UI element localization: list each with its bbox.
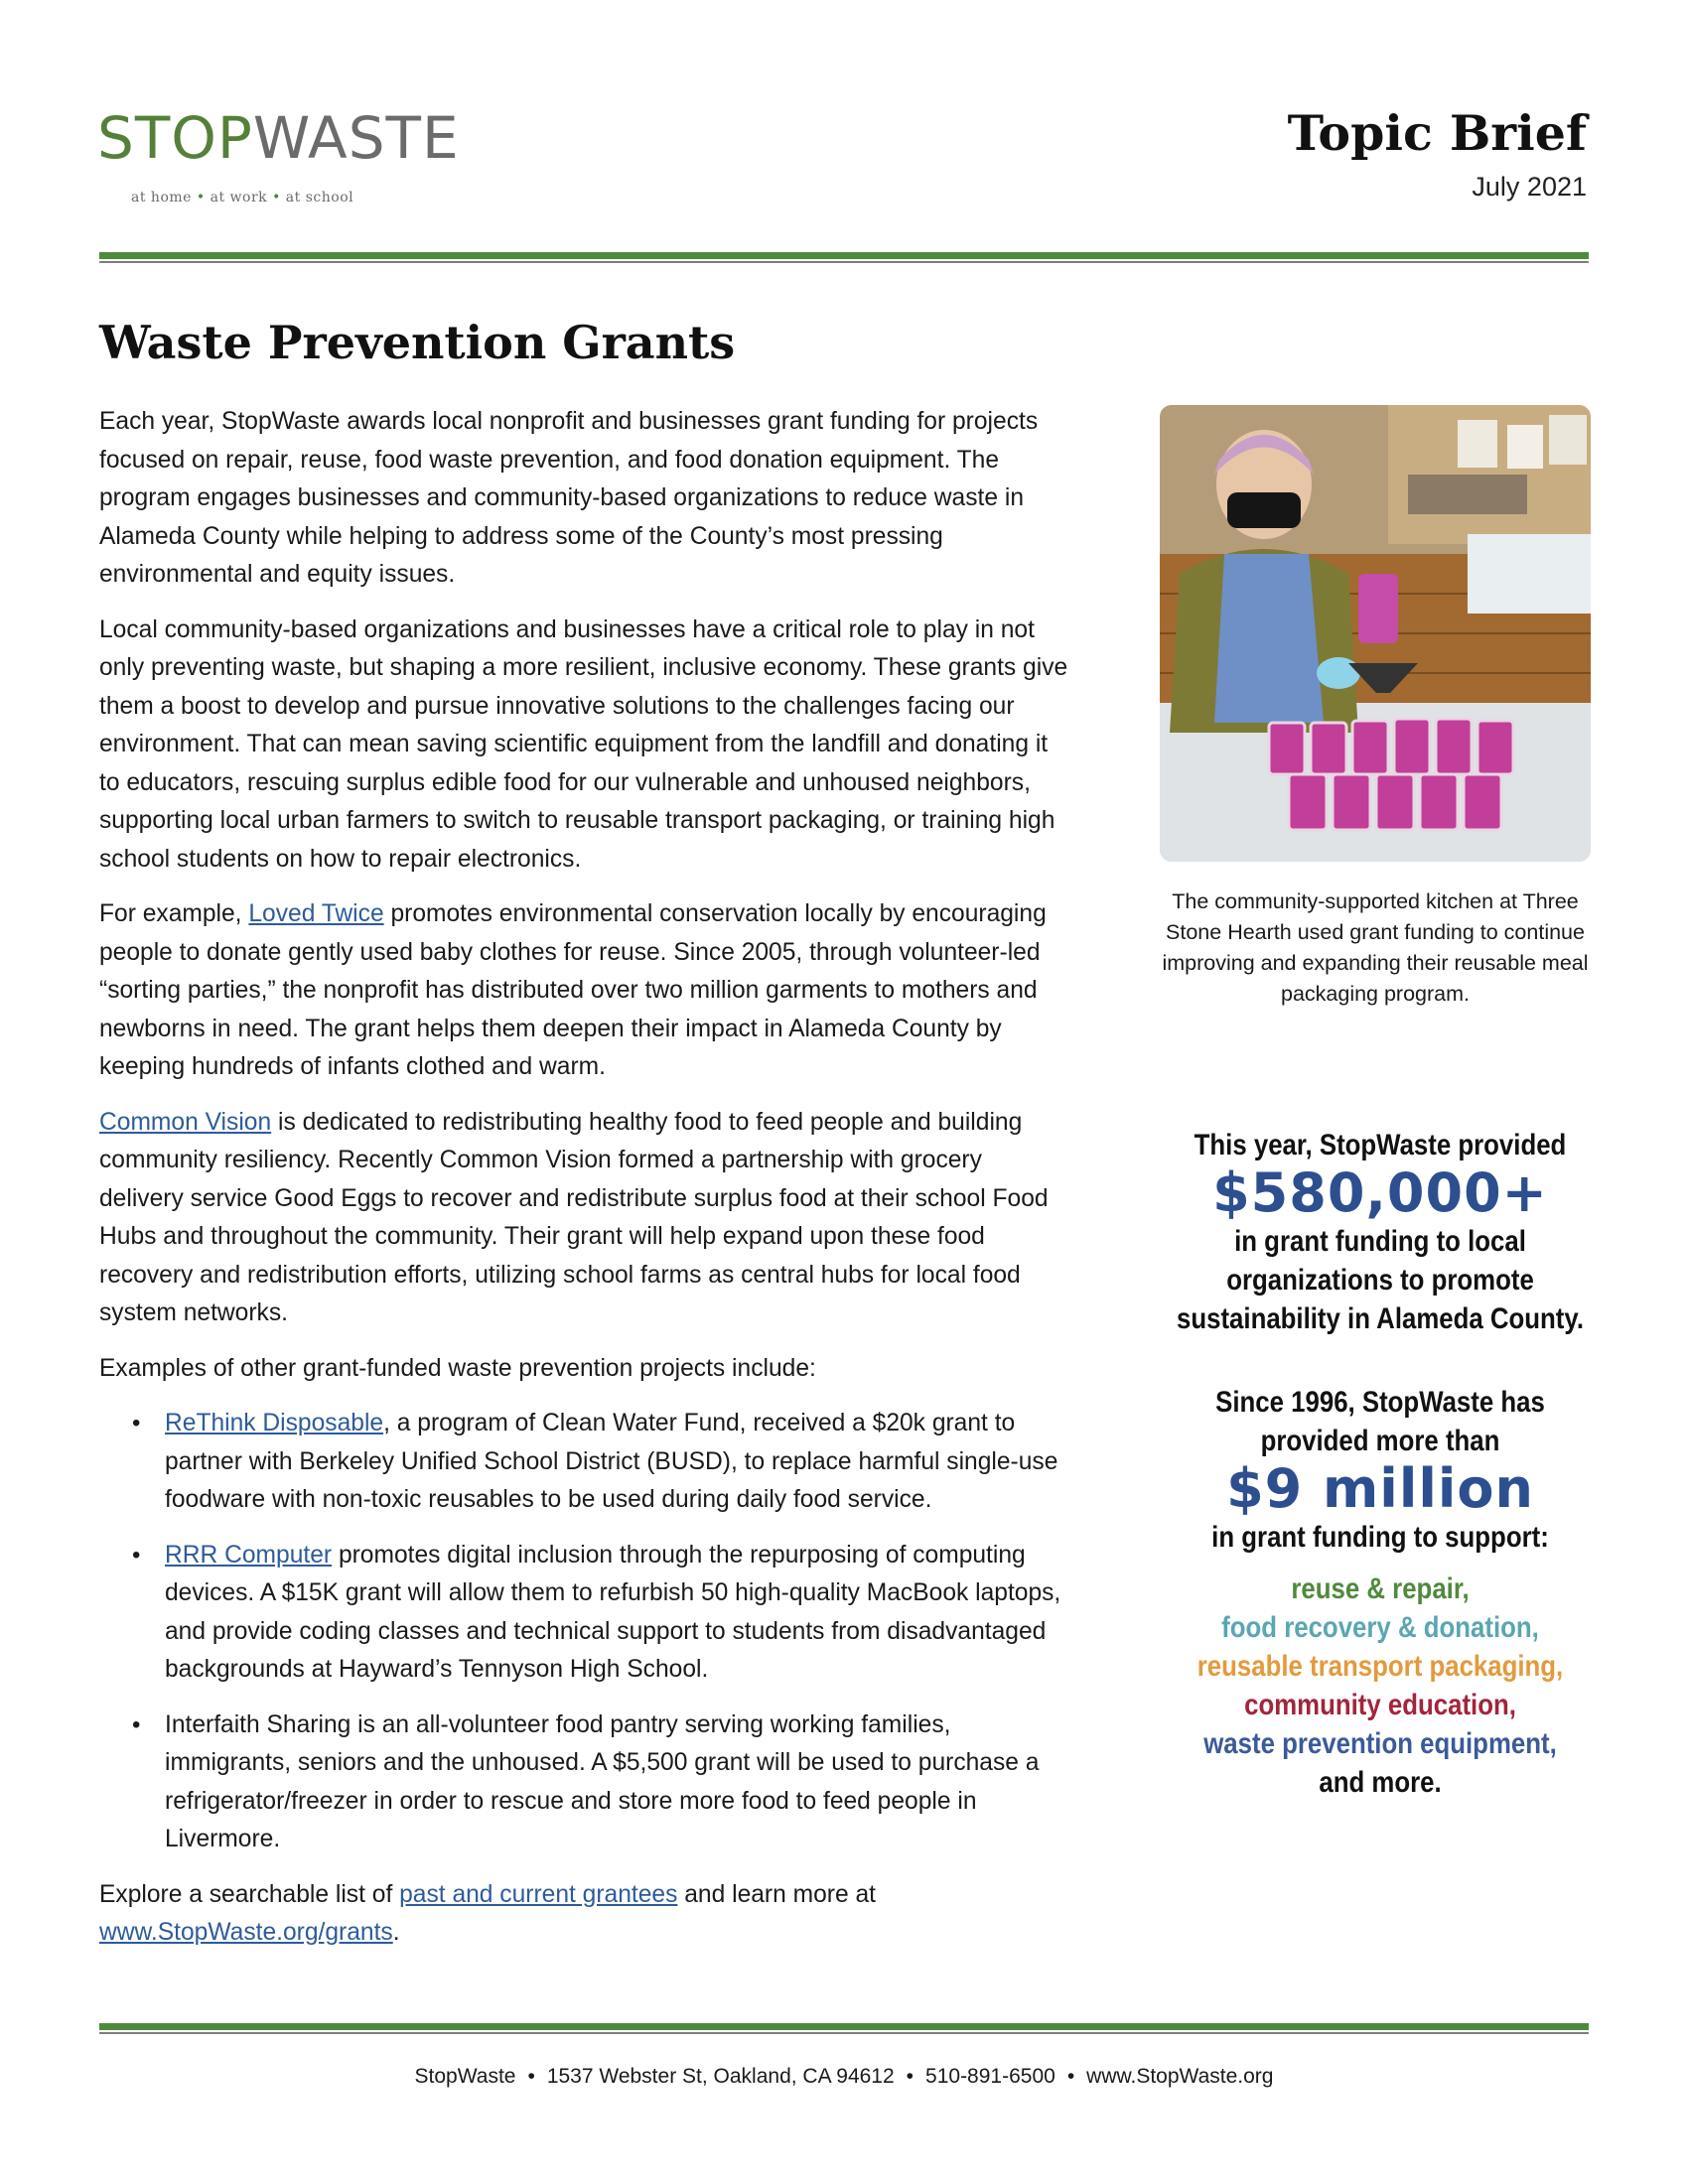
paragraph-intro: Each year, StopWaste awards local nonprofit and businesses grant funding for projects focused on repair, reuse, food waste prevention, and food donation equipment. The program engages businesses and community-based organizations to reduce waste in Alameda County while helping to address some of the County’s most pressing environmental and equity issues. bbox=[99, 408, 1039, 588]
logo-wordmark: STOPWASTE bbox=[97, 104, 460, 172]
stopwaste-logo bbox=[97, 99, 460, 208]
article-body bbox=[99, 403, 1072, 1970]
stats-line: in grant funding to local bbox=[1234, 1225, 1526, 1258]
stats-line: Since 1996, StopWaste has bbox=[1215, 1386, 1545, 1419]
page-title: Waste Prevention Grants bbox=[99, 316, 736, 369]
category-transport-packaging: reusable transport packaging, bbox=[1196, 1650, 1564, 1683]
footer-org: StopWaste bbox=[414, 2065, 516, 2088]
footer-address: 1537 Webster St, Oakland, CA 94612 bbox=[546, 2065, 895, 2088]
header-divider bbox=[99, 252, 1589, 263]
stats-amount-580k: $580,000+ bbox=[1212, 1161, 1548, 1224]
examples-list bbox=[99, 1405, 1072, 1859]
paragraph-loved-twice: For example, Loved Twice promotes environmental conservation locally by encouraging people to donate gently used baby clothes for reuse. Since 2005, through volunteer-led “sorting parties,” the nonprofit has distributed over two million garments to mothers and newborns in need. The grant helps them deepen their impact in Alameda County by keeping hundreds of infants clothed and warm. bbox=[99, 900, 1047, 1080]
footer-phone: 510-891-6500 bbox=[925, 2065, 1055, 2088]
funding-categories bbox=[1137, 1570, 1623, 1802]
grantees-link[interactable]: past and current grantees bbox=[399, 1880, 678, 1908]
list-item: • RRR Computer promotes digital inclusion through the repurposing of computing devices. A $15K grant will allow them to refurbish 50 high-quality MacBook laptops, and provide coding classes and technical support to students from disadvantaged backgrounds at Hayward’s Tennyson High School. bbox=[132, 1541, 1061, 1683]
rethink-disposable-link[interactable]: ReThink Disposable bbox=[165, 1410, 384, 1436]
category-food-recovery: food recovery & donation, bbox=[1221, 1611, 1539, 1644]
list-item: • Interfaith Sharing is an all-volunteer food pantry serving working families, immigrants, seniors and the unhoused. A $5,500 grant will be used to purchase a refrigerator/freezer in order to rescue and store more food to feed people in Livermore. bbox=[132, 1710, 1040, 1852]
logo-tagline: at home • at work • at school bbox=[131, 190, 354, 205]
category-reuse-repair: reuse & repair, bbox=[1291, 1572, 1470, 1605]
category-prevention-equipment: waste prevention equipment, bbox=[1203, 1727, 1557, 1760]
stats-this-year bbox=[1137, 1126, 1623, 1338]
category-community-education: community education, bbox=[1244, 1689, 1516, 1721]
grants-url-link[interactable]: www.StopWaste.org/grants bbox=[99, 1919, 393, 1946]
common-vision-link[interactable]: Common Vision bbox=[99, 1108, 272, 1136]
photo-caption: The community-supported kitchen at Three Stone Hearth used grant funding to continue improving and expanding their reusable meal packaging program. bbox=[1162, 889, 1589, 1006]
kitchen-photo bbox=[1160, 405, 1591, 862]
footer-site: www.StopWaste.org bbox=[1086, 2065, 1274, 2088]
loved-twice-link[interactable]: Loved Twice bbox=[248, 900, 384, 927]
stats-amount-9m: $9 million bbox=[1226, 1457, 1534, 1520]
stats-line: organizations to promote bbox=[1226, 1264, 1534, 1297]
category-and-more: and more. bbox=[1319, 1766, 1442, 1799]
footer: StopWaste • 1537 Webster St, Oakland, CA 94612 • 510-891-6500 • www.StopWaste.org bbox=[414, 2065, 1274, 2088]
stats-since-1996 bbox=[1137, 1383, 1623, 1557]
stats-line: provided more than bbox=[1260, 1425, 1500, 1457]
paragraph-closing: Explore a searchable list of past and current grantees and learn more at www.StopWaste.org/grants. bbox=[99, 1880, 877, 1946]
doc-type-heading: Topic Brief bbox=[1287, 104, 1587, 162]
paragraph-role: Local community-based organizations and businesses have a critical role to play in not only preventing waste, but shaping a more resilient, inclusive economy. These grants give them a boost to develop and pursue innovative solutions to the challenges facing our environment. That can mean saving scientific equipment from the landfill and donating it to educators, rescuing surplus edible food for our vulnerable and unhoused neighbors, supporting local urban farmers to switch to reusable transport packaging, or training high school students on how to repair electronics. bbox=[99, 615, 1068, 873]
list-item: • ReThink Disposable, a program of Clean Water Fund, received a $20k grant to partner with Berkeley Unified School District (BUSD), to replace harmful single-use foodware with non-toxic reusables to be used during daily food service. bbox=[132, 1410, 1058, 1513]
stats-line: in grant funding to support: bbox=[1211, 1521, 1549, 1554]
stats-line: sustainability in Alameda County. bbox=[1176, 1302, 1585, 1335]
stats-line: This year, StopWaste provided bbox=[1194, 1129, 1567, 1161]
paragraph-examples-intro: Examples of other grant-funded waste prevention projects include: bbox=[99, 1354, 816, 1382]
rrr-computer-link[interactable]: RRR Computer bbox=[165, 1541, 333, 1569]
doc-date: July 2021 bbox=[1472, 172, 1587, 202]
paragraph-common-vision: Common Vision is dedicated to redistributing healthy food to feed people and building community resiliency. Recently Common Vision formed a partnership with grocery delivery service Good Eggs to recover and redistribute surplus food at their school Food Hubs and throughout the community. Their grant will help expand upon these food recovery and redistribution efforts, utilizing school farms as central hubs for local food system networks. bbox=[99, 1108, 1049, 1326]
footer-divider bbox=[99, 2023, 1589, 2034]
